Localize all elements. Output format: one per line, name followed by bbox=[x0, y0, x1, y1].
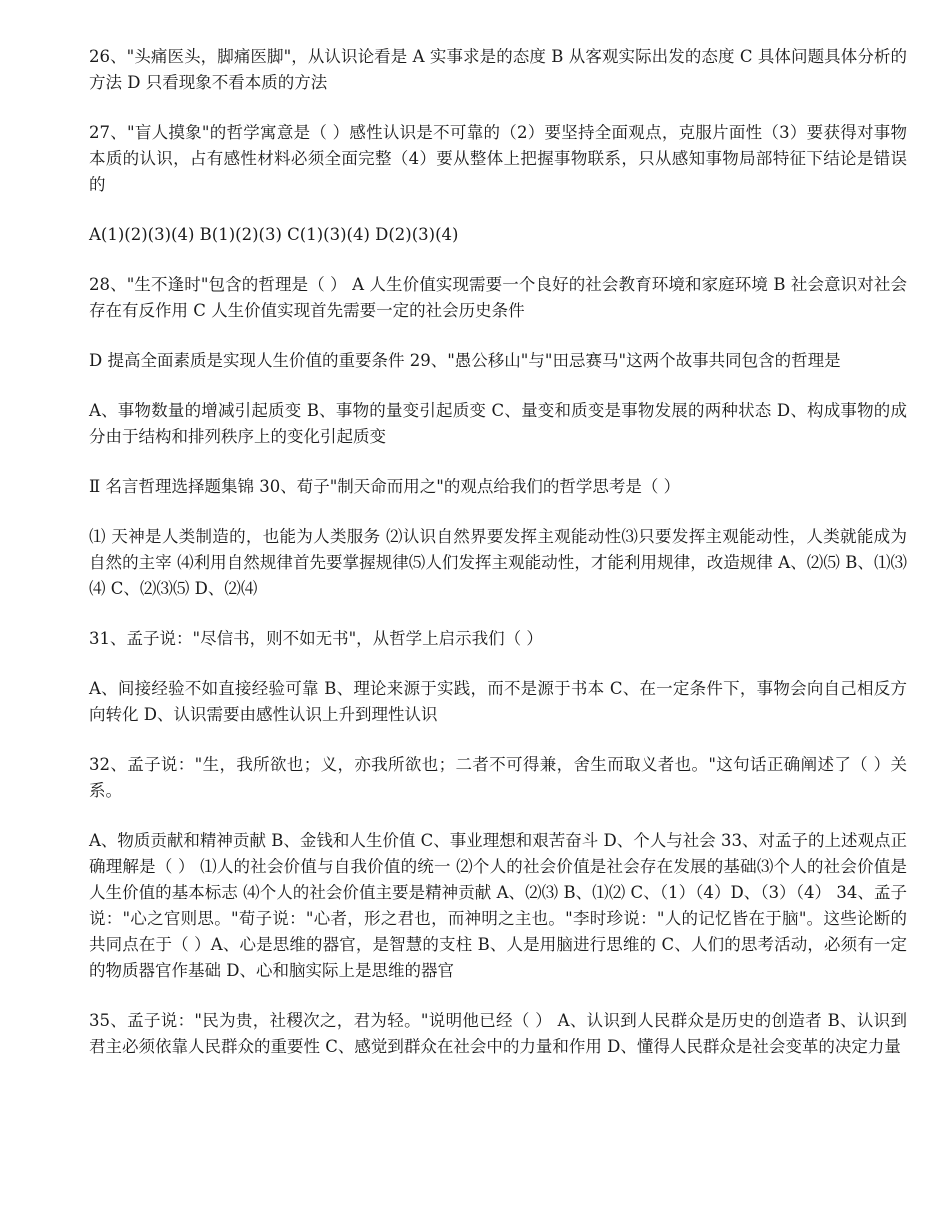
question-27-options: A(1)(2)(3)(4) B(1)(2)(3) C(1)(3)(4) D(2)(3)(4) bbox=[89, 225, 459, 244]
question-29-options: A、事物数量的增减引起质变 B、事物的量变引起质变 C、量变和质变是事物发展的两种状态 D、构成事物的成分由于结构和排列秩序上的变化引起质变 bbox=[89, 401, 907, 446]
question-31: 31、孟子说："尽信书，则不如无书"，从哲学上启示我们（ ） bbox=[89, 629, 543, 648]
question-30-options: ⑴ 天神是人类制造的，也能为人类服务 ⑵认识自然界要发挥主观能动性⑶只要发挥主观能动性，人类就能成为自然的主宰 ⑷利用自然规律首先要掌握规律⑸人们发挥主观能动性，才能利用规律，改造规律 A、⑵⑸ B、⑴⑶⑷ C、⑵⑶⑸ D、⑵⑷ bbox=[89, 527, 907, 598]
question-32: 32、孟子说："生，我所欲也；义，亦我所欲也；二者不可得兼，舍生而取义者也。"这句话正确阐述了（ ）关系。 bbox=[89, 755, 907, 800]
question-35: 35、孟子说："民为贵，社稷次之，君为轻。"说明他已经（ ） A、认识到人民群众是历史的创造者 B、认识到君主必须依靠人民群众的重要性 C、感觉到群众在社会中的力量和作用 D、懂得人民群众是社会变革的决定力量 bbox=[89, 1011, 907, 1056]
question-26: 26、"头痛医头，脚痛医脚"，从认识论看是 A 实事求是的态度 B 从客观实际出发的态度 C 具体问题具体分析的方法 D 只看现象不看本质的方法 bbox=[89, 47, 907, 92]
question-28-29: D 提高全面素质是实现人生价值的重要条件 29、"愚公移山"与"田忌赛马"这两个故事共同包含的哲理是 bbox=[89, 351, 841, 370]
question-27: 27、"盲人摸象"的哲学寓意是（ ）感性认识是不可靠的（2）要坚持全面观点，克服片面性（3）要获得对事物本质的认识，占有感性材料必须全面完整（4）要从整体上把握事物联系，只从感知事物局部特征下结论是错误的 bbox=[89, 123, 907, 194]
question-32-34: A、物质贡献和精神贡献 B、金钱和人生价值 C、事业理想和艰苦奋斗 D、个人与社会 33、对孟子的上述观点正确理解是（ ） ⑴人的社会价值与自我价值的统一 ⑵个人的社会价值是社会存在发展的基础⑶个人的社会价值是人生价值的基本标志 ⑷个人的社会价值主要是精神贡献 A、⑵⑶ B、⑴⑵ C、（1）（4）D、（3）（4） 34、孟子说："心之官则思。"荀子说："心者，形之君也，而神明之主也。"李时珍说："人的记忆皆在于脑"。这些论断的共同点在于（ ）A、心是思维的器官，是智慧的支柱 B、人是用脑进行思维的 C、人们的思考活动，必须有一定的物质器官作基础 D、心和脑实际上是思维的器官 bbox=[89, 831, 907, 980]
question-28: 28、"生不逢时"包含的哲理是（ ） A 人生价值实现需要一个良好的社会教育环境和家庭环境 B 社会意识对社会存在有反作用 C 人生价值实现首先需要一定的社会历史条件 bbox=[89, 275, 907, 320]
document-page bbox=[89, 44, 907, 1084]
section-heading-question-30: Ⅱ 名言哲理选择题集锦 30、荀子"制天命而用之"的观点给我们的哲学思考是（ ） bbox=[89, 477, 681, 496]
question-31-options: A、间接经验不如直接经验可靠 B、理论来源于实践，而不是源于书本 C、在一定条件下，事物会向自己相反方向转化 D、认识需要由感性认识上升到理性认识 bbox=[89, 679, 907, 724]
